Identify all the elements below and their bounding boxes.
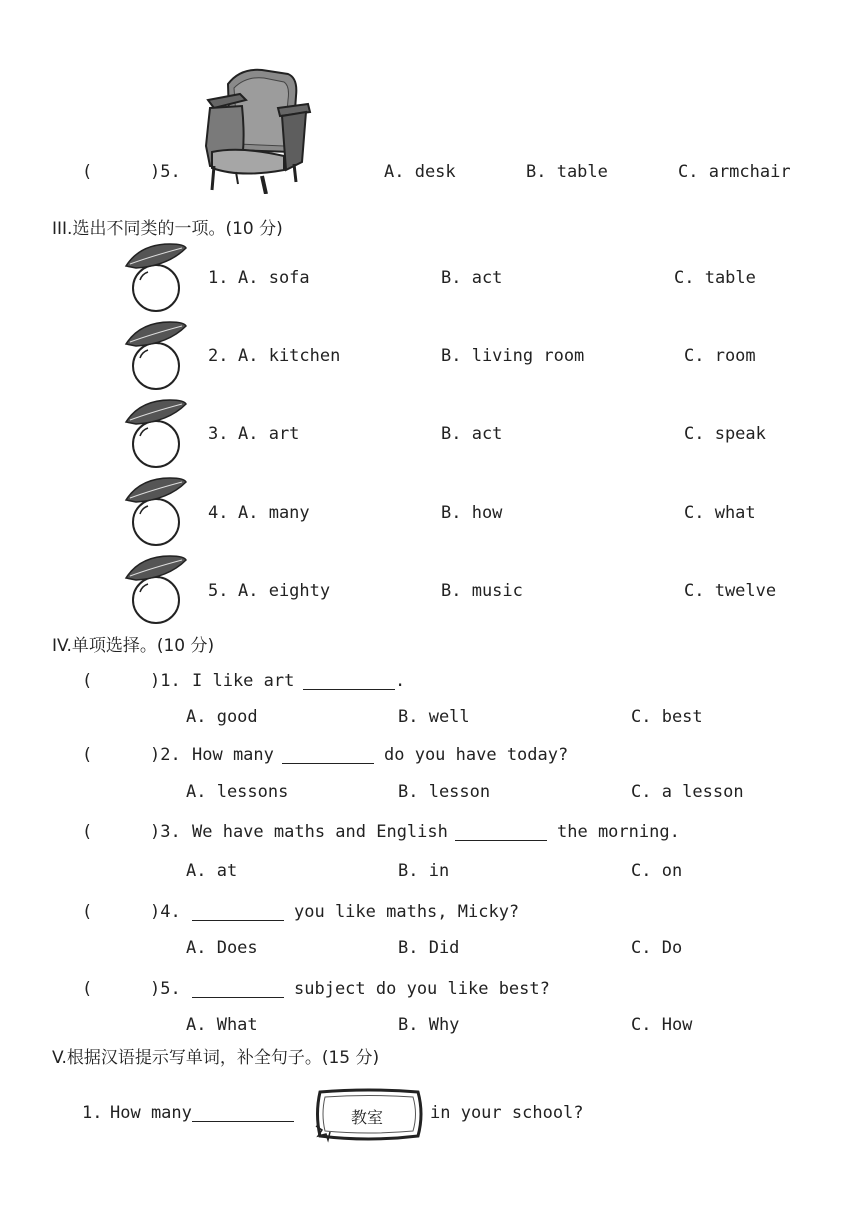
option-b: B. in (398, 861, 450, 881)
item-number: 5. (208, 581, 229, 601)
question-paren: ( (82, 745, 93, 765)
apple-icon (122, 240, 188, 312)
answer-blank[interactable] (192, 1121, 294, 1122)
hint-word: 教室 (351, 1108, 384, 1127)
option-c: C. table (674, 268, 756, 288)
section-title: IV.单项选择。(10 分) (52, 636, 215, 656)
apple-icon (122, 552, 188, 624)
option-c: C. room (684, 346, 756, 366)
option-c: C. speak (684, 424, 766, 444)
option-c: C. what (684, 503, 756, 523)
question-number: )4. (150, 902, 181, 922)
option-c: C. How (631, 1015, 693, 1035)
option-a: A. eighty (238, 581, 331, 601)
question-text: I like art (192, 671, 295, 691)
option-a: A. art (238, 424, 300, 444)
option-b: B. Why (398, 1015, 460, 1035)
question-text-end: you like maths, Micky? (294, 902, 520, 922)
option-a: A. sofa (238, 268, 310, 288)
option-b: B. act (441, 268, 503, 288)
option-b: B. table (526, 162, 608, 182)
question-text-end: in your school? (430, 1103, 584, 1123)
option-a: A. kitchen (238, 346, 341, 366)
option-c: C. a lesson (631, 782, 744, 802)
section-title: V.根据汉语提示写单词，补全句子。(15 分) (52, 1048, 380, 1068)
answer-blank[interactable] (455, 840, 547, 841)
question-paren: ( (82, 822, 93, 842)
item-number: 4. (208, 503, 229, 523)
question-text-end: the morning. (557, 822, 680, 842)
question-text-end: do you have today? (384, 745, 569, 765)
option-c: C. armchair (678, 162, 791, 182)
question-paren: ( (82, 902, 93, 922)
answer-blank[interactable] (282, 763, 374, 764)
apple-icon (122, 474, 188, 546)
question-number: )5. (150, 162, 181, 182)
question-number: )2. (150, 745, 181, 765)
option-c: C. best (631, 707, 703, 727)
armchair-illustration (200, 66, 312, 194)
option-b: B. act (441, 424, 503, 444)
question-text: We have maths and English (192, 822, 448, 842)
option-a: A. good (186, 707, 258, 727)
apple-icon (122, 396, 188, 468)
question-text: How many (192, 745, 274, 765)
option-b: B. Did (398, 938, 460, 958)
item-number: 1. (82, 1103, 103, 1123)
option-a: A. lessons (186, 782, 289, 802)
item-number: 3. (208, 424, 229, 444)
question-paren: ( (82, 162, 93, 182)
option-b: B. well (398, 707, 470, 727)
option-a: A. Does (186, 938, 258, 958)
option-a: A. many (238, 503, 310, 523)
answer-blank[interactable] (303, 689, 395, 690)
question-text-end: subject do you like best? (294, 979, 550, 999)
question-number: )5. (150, 979, 181, 999)
option-a: A. What (186, 1015, 258, 1035)
answer-blank[interactable] (192, 920, 284, 921)
option-b: B. how (441, 503, 503, 523)
option-a: A. at (186, 861, 238, 881)
question-paren: ( (82, 979, 93, 999)
question-text-end: . (395, 671, 406, 691)
option-c: C. twelve (684, 581, 777, 601)
option-b: B. music (441, 581, 523, 601)
item-number: 1. (208, 268, 229, 288)
question-number: )3. (150, 822, 181, 842)
question-paren: ( (82, 671, 93, 691)
option-b: B. living room (441, 346, 585, 366)
section-title: III.选出不同类的一项。(10 分) (52, 219, 283, 239)
option-c: C. Do (631, 938, 683, 958)
apple-icon (122, 318, 188, 390)
answer-blank[interactable] (192, 997, 284, 998)
question-text: How many (110, 1103, 192, 1123)
item-number: 2. (208, 346, 229, 366)
option-b: B. lesson (398, 782, 491, 802)
option-c: C. on (631, 861, 683, 881)
question-number: )1. (150, 671, 181, 691)
option-a: A. desk (384, 162, 456, 182)
